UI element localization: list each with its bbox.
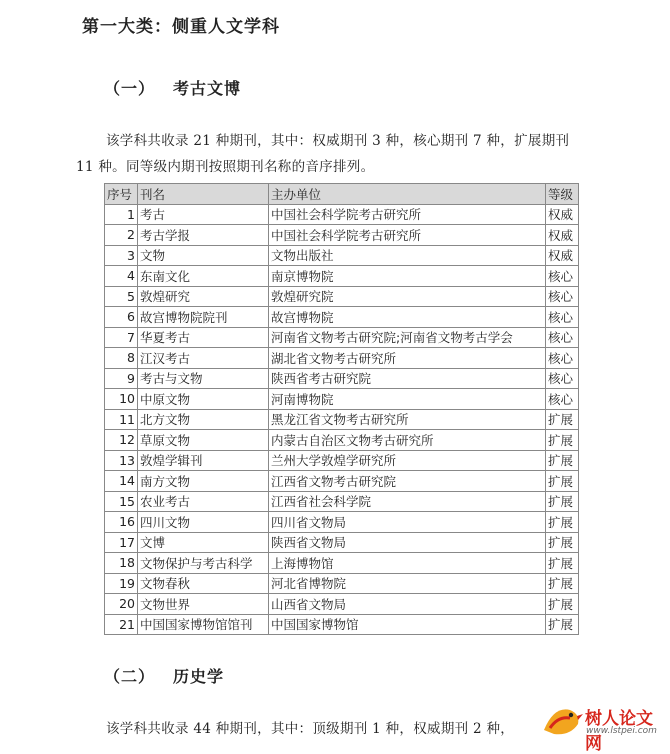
cell-journal-title: 江汉考古 — [138, 348, 269, 369]
cell-number: 17 — [105, 532, 138, 553]
cell-grade: 核心 — [546, 307, 579, 328]
table-row — [105, 430, 579, 451]
table-header-row — [105, 184, 579, 205]
cell-number: 13 — [105, 450, 138, 471]
section-title: 历史学 — [173, 667, 225, 686]
cell-sponsor: 河北省博物院 — [269, 573, 546, 594]
cell-number: 11 — [105, 409, 138, 430]
table-row — [105, 245, 579, 266]
page-heading: 第一大类：侧重人文学科 — [82, 17, 280, 37]
cell-grade: 核心 — [546, 327, 579, 348]
intro-line-2: 11 种。同等级内期刊按照期刊名称的音序排列。 — [76, 159, 375, 175]
table-row — [105, 553, 579, 574]
cell-sponsor: 故宫博物院 — [269, 307, 546, 328]
cell-sponsor: 文物出版社 — [269, 245, 546, 266]
table-row — [105, 307, 579, 328]
cell-grade: 扩展 — [546, 532, 579, 553]
cell-journal-title: 文物 — [138, 245, 269, 266]
cell-journal-title: 华夏考古 — [138, 327, 269, 348]
col-header-number: 序号 — [105, 184, 138, 205]
intro-line-1: 该学科共收录 21 种期刊，其中：权威期刊 3 种，核心期刊 7 种，扩展期刊 — [106, 133, 570, 149]
cell-number: 18 — [105, 553, 138, 574]
table-body — [105, 204, 579, 635]
cell-grade: 扩展 — [546, 553, 579, 574]
intro-paragraph — [76, 128, 636, 180]
section-heading-history — [104, 664, 224, 687]
col-header-grade: 等级 — [546, 184, 579, 205]
section-heading-archaeology — [104, 76, 241, 99]
cell-number: 8 — [105, 348, 138, 369]
cell-grade: 扩展 — [546, 430, 579, 451]
table-row — [105, 327, 579, 348]
cell-grade: 扩展 — [546, 594, 579, 615]
history-paragraph: 该学科共收录 44 种期刊，其中：顶级期刊 1 种，权威期刊 2 种， — [106, 721, 515, 737]
cell-number: 5 — [105, 286, 138, 307]
cell-journal-title: 北方文物 — [138, 409, 269, 430]
table-row — [105, 286, 579, 307]
watermark-text: 树人论文网 — [585, 709, 653, 754]
cell-journal-title: 草原文物 — [138, 430, 269, 451]
table-row — [105, 594, 579, 615]
cell-grade: 核心 — [546, 266, 579, 287]
cell-number: 15 — [105, 491, 138, 512]
cell-journal-title: 文物世界 — [138, 594, 269, 615]
cell-sponsor: 山西省文物局 — [269, 594, 546, 615]
cell-grade: 扩展 — [546, 573, 579, 594]
cell-sponsor: 兰州大学敦煌学研究所 — [269, 450, 546, 471]
cell-journal-title: 敦煌学辑刊 — [138, 450, 269, 471]
cell-number: 12 — [105, 430, 138, 451]
cell-number: 16 — [105, 512, 138, 533]
cell-sponsor: 河南博物院 — [269, 389, 546, 410]
table-row — [105, 491, 579, 512]
cell-grade: 核心 — [546, 389, 579, 410]
cell-grade: 核心 — [546, 348, 579, 369]
cell-journal-title: 文博 — [138, 532, 269, 553]
table-row — [105, 348, 579, 369]
table-row — [105, 368, 579, 389]
journal-table — [104, 183, 579, 635]
cell-grade: 核心 — [546, 368, 579, 389]
cell-sponsor: 四川省文物局 — [269, 512, 546, 533]
cell-number: 9 — [105, 368, 138, 389]
cell-grade: 扩展 — [546, 491, 579, 512]
cell-journal-title: 四川文物 — [138, 512, 269, 533]
cell-sponsor: 江西省文物考古研究院 — [269, 471, 546, 492]
cell-journal-title: 考古与文物 — [138, 368, 269, 389]
cell-number: 3 — [105, 245, 138, 266]
cell-grade: 权威 — [546, 204, 579, 225]
cell-sponsor: 陕西省考古研究院 — [269, 368, 546, 389]
cell-journal-title: 文物春秋 — [138, 573, 269, 594]
cell-number: 21 — [105, 614, 138, 635]
cell-number: 14 — [105, 471, 138, 492]
cell-journal-title: 考古学报 — [138, 225, 269, 246]
cell-grade: 权威 — [546, 245, 579, 266]
table-row — [105, 532, 579, 553]
table-row — [105, 614, 579, 635]
cell-journal-title: 南方文物 — [138, 471, 269, 492]
table-row — [105, 409, 579, 430]
cell-grade: 核心 — [546, 286, 579, 307]
cell-sponsor: 湖北省文物考古研究所 — [269, 348, 546, 369]
cell-number: 6 — [105, 307, 138, 328]
cell-sponsor: 中国社会科学院考古研究所 — [269, 225, 546, 246]
section-number: （一） — [104, 79, 156, 98]
cell-sponsor: 上海博物馆 — [269, 553, 546, 574]
col-header-title: 刊名 — [138, 184, 269, 205]
cell-journal-title: 故宫博物院院刊 — [138, 307, 269, 328]
cell-sponsor: 陕西省文物局 — [269, 532, 546, 553]
cell-sponsor: 江西省社会科学院 — [269, 491, 546, 512]
cell-number: 2 — [105, 225, 138, 246]
cell-sponsor: 河南省文物考古研究院;河南省文物考古学会 — [269, 327, 546, 348]
watermark-url: www.lstpei.com — [586, 726, 657, 736]
cell-sponsor: 南京博物院 — [269, 266, 546, 287]
section-number: （二） — [104, 667, 156, 686]
cell-number: 1 — [105, 204, 138, 225]
cell-sponsor: 中国社会科学院考古研究所 — [269, 204, 546, 225]
cell-journal-title: 农业考古 — [138, 491, 269, 512]
cell-grade: 权威 — [546, 225, 579, 246]
cell-grade: 扩展 — [546, 512, 579, 533]
cell-sponsor: 中国国家博物馆 — [269, 614, 546, 635]
cell-journal-title: 文物保护与考古科学 — [138, 553, 269, 574]
table-row — [105, 266, 579, 287]
table-row — [105, 450, 579, 471]
table-row — [105, 225, 579, 246]
table-row — [105, 471, 579, 492]
table-row — [105, 389, 579, 410]
cell-grade: 扩展 — [546, 409, 579, 430]
cell-journal-title: 敦煌研究 — [138, 286, 269, 307]
table-row — [105, 512, 579, 533]
site-watermark — [540, 700, 666, 754]
cell-sponsor: 黑龙江省文物考古研究所 — [269, 409, 546, 430]
cell-grade: 扩展 — [546, 471, 579, 492]
cell-journal-title: 中原文物 — [138, 389, 269, 410]
col-header-sponsor: 主办单位 — [269, 184, 546, 205]
cell-sponsor: 敦煌研究院 — [269, 286, 546, 307]
cell-grade: 扩展 — [546, 450, 579, 471]
cell-number: 4 — [105, 266, 138, 287]
table-row — [105, 573, 579, 594]
cell-journal-title: 考古 — [138, 204, 269, 225]
cell-number: 7 — [105, 327, 138, 348]
section-title: 考古文博 — [173, 79, 242, 98]
table-row — [105, 204, 579, 225]
cell-number: 20 — [105, 594, 138, 615]
cell-number: 10 — [105, 389, 138, 410]
cell-journal-title: 东南文化 — [138, 266, 269, 287]
cell-number: 19 — [105, 573, 138, 594]
bird-logo-icon — [540, 700, 584, 740]
cell-journal-title: 中国国家博物馆馆刊 — [138, 614, 269, 635]
cell-sponsor: 内蒙古自治区文物考古研究所 — [269, 430, 546, 451]
cell-grade: 扩展 — [546, 614, 579, 635]
